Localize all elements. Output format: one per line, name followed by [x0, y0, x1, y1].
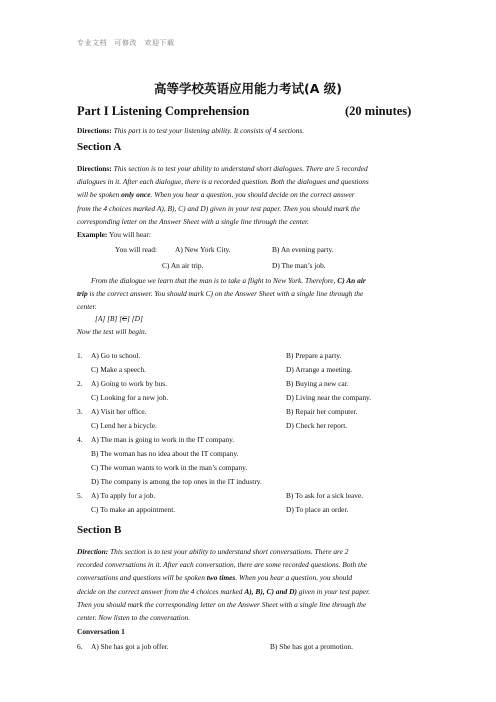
part-directions [77, 124, 419, 137]
conversation-heading: Conversation 1 [77, 627, 125, 636]
example-text: You will hear: [107, 230, 151, 239]
directions-line: decide on the correct answer from the 4 choices marked [77, 586, 245, 596]
begin-note: Now the test will begin. [77, 327, 147, 336]
directions-line: This section is to test your ability to understand short dialogues. There are 5 recorded [111, 164, 368, 173]
option-b: B) Repair her computer. [286, 407, 358, 416]
option-c: C) Make a speech. [91, 365, 146, 374]
example-option: C) An air trip. [162, 261, 204, 270]
directions-label: Directions: [77, 164, 112, 173]
directions-line: Then you should mark the corresponding letter on the Answer Sheet with a single line through the [77, 599, 367, 609]
directions-line: conversations and questions will be spoken [77, 573, 207, 583]
question-number: 2. [77, 379, 83, 388]
explanation-line: From the dialogue we learn that the man is to take a flight to New York. Therefore, [91, 276, 338, 285]
example-line [77, 230, 151, 240]
answer-text: ] [D] [127, 314, 143, 323]
directions-line: from the 4 choices marked A), B), C) and D) given in your test paper. Then you should mark the [77, 203, 360, 213]
section-a-heading: Section A [77, 141, 122, 153]
directions-line: center. Now listen to the conversation. [77, 613, 191, 623]
example-option: B) An evening party. [272, 245, 334, 254]
option-b: B) Prepare a party. [286, 351, 342, 360]
directions-emphasis: only once [121, 190, 151, 200]
directions-line: corresponding letter on the Answer Sheet with a single line through the center. [77, 216, 309, 226]
example-label: Example: [77, 230, 108, 239]
question-number: 6. [77, 642, 83, 651]
directions-line: will be spoken [77, 190, 122, 200]
directions-line: This section is to test your ability to understand short conversations. There are 2 [108, 547, 349, 556]
part-time: (20 minutes) [345, 104, 412, 118]
option-a: A) Going to work by bus. [91, 379, 167, 388]
question-number: 5. [77, 491, 83, 500]
directions-line: recorded conversations in it. After each conversation, there are some recorded questions. Both the [77, 560, 368, 570]
directions-emphasis: two times [206, 573, 236, 583]
directions-label: Direction: [77, 547, 109, 556]
directions-label: Directions: [77, 126, 112, 135]
option-b: B) The woman has no idea about the IT company. [91, 449, 239, 458]
question-number: 4. [77, 435, 83, 444]
example-option: D) The man’s job. [272, 261, 326, 270]
question-number: 3. [77, 407, 83, 416]
directions-line: . When you hear a question, you should decide on the correct answer [150, 190, 355, 200]
option-b: B) Buying a new car. [286, 379, 349, 388]
answer-text: [A] [B] [ [95, 314, 123, 323]
option-c: C) To make an appointment. [91, 505, 176, 514]
part-title: Part I Listening Comprehension [77, 104, 250, 118]
option-c: C) Looking for a new job. [91, 393, 169, 402]
you-will-read: You will read: [115, 245, 157, 254]
question-number: 1. [77, 351, 83, 360]
option-d: D) Arrange a meeting. [286, 365, 353, 374]
explanation-emphasis: trip [77, 289, 88, 299]
answer-marked: C [122, 314, 128, 323]
option-a: A) To apply for a job. [91, 491, 156, 500]
option-c: C) Lend her a bicycle. [91, 421, 157, 430]
directions-emphasis: A), B), C) and D) [244, 586, 297, 596]
directions-line: dialogues in it. After each dialogue, there is a recorded question. Both the dialogues and questions [77, 177, 369, 187]
explanation-line: center. [77, 302, 97, 312]
header-note: 专业文档 可修改 欢迎下载 [77, 39, 175, 47]
option-d: D) Living near the company. [286, 393, 372, 402]
section-b-directions [77, 545, 419, 624]
example-option: A) New York City. [175, 245, 231, 254]
answer-example [95, 314, 143, 324]
option-d: D) The company is among the top ones in the IT industry. [91, 477, 262, 486]
directions-line: given in your test paper. [296, 586, 370, 596]
directions-text: This part is to test your listening ability. It consists of 4 sections. [111, 126, 305, 135]
option-d: D) Check her report. [286, 421, 348, 430]
option-a: A) Visit her office. [91, 407, 147, 416]
directions-line: . When you hear a question, you should [235, 573, 353, 583]
option-c: C) The woman wants to work in the man’s company. [91, 463, 248, 472]
example-explanation [77, 274, 419, 314]
option-a: A) Go to school. [91, 351, 141, 360]
section-a-directions [77, 162, 419, 228]
option-a: A) The man is going to work in the IT company. [91, 435, 235, 444]
option-a: A) She has got a job offer. [91, 642, 169, 651]
option-b: B) To ask for a sick leave. [286, 491, 364, 500]
section-b-heading: Section B [77, 524, 122, 536]
option-d: D) To place an order. [286, 505, 349, 514]
explanation-line: is the correct answer. You should mark C) on the Answer Sheet with a single line through the [87, 289, 364, 299]
explanation-emphasis: C) An air [337, 276, 366, 285]
option-b: B) She has got a promotion. [270, 642, 353, 651]
page-title: 高等学校英语应用能力考试(A 级) [154, 81, 342, 96]
